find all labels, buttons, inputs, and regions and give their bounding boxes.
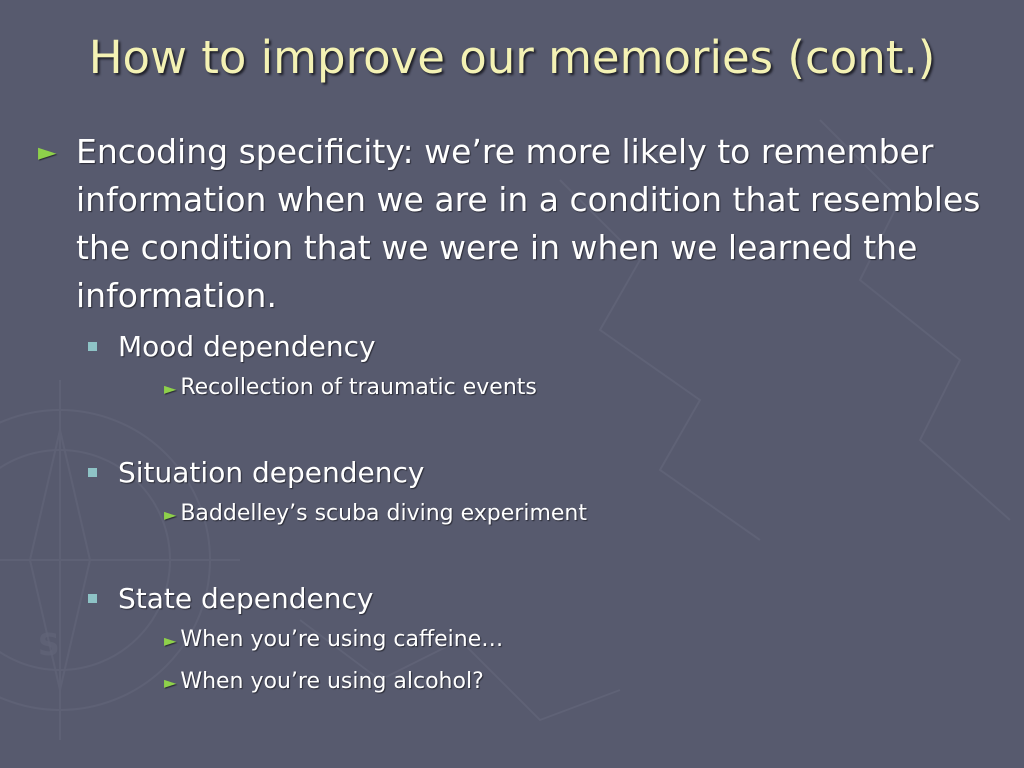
slide-content bbox=[38, 128, 998, 703]
main-bullet-text: Encoding specificity: we’re more likely to remember information when we are in a condition that resembles the condition that we were in when we learned the information. bbox=[76, 132, 981, 315]
square-bullet-icon bbox=[88, 468, 97, 477]
slide-title: How to improve our memories (cont.) bbox=[88, 31, 936, 84]
detail-item-text: When you’re using alcohol? bbox=[180, 669, 484, 694]
square-bullet-icon bbox=[88, 594, 97, 603]
detail-item bbox=[164, 367, 998, 409]
right-triangle-icon: ► bbox=[164, 631, 177, 650]
detail-item bbox=[164, 493, 998, 535]
sub-bullet-state bbox=[118, 579, 998, 619]
detail-item bbox=[164, 619, 998, 661]
sub-bullet-label: State dependency bbox=[118, 582, 374, 615]
detail-item-text: When you’re using caffeine… bbox=[180, 627, 504, 652]
sub-bullet-label: Mood dependency bbox=[118, 330, 376, 363]
detail-item bbox=[164, 661, 998, 703]
square-bullet-icon bbox=[88, 342, 97, 351]
right-triangle-icon: ► bbox=[164, 673, 177, 692]
right-triangle-icon: ► bbox=[164, 505, 177, 524]
sub-bullet-situation bbox=[118, 453, 998, 493]
detail-item-text: Baddelley’s scuba diving experiment bbox=[180, 501, 587, 526]
main-bullet-item bbox=[38, 128, 998, 320]
sub-bullet-mood bbox=[118, 327, 998, 367]
right-triangle-icon: ► bbox=[38, 138, 57, 166]
svg-text:S: S bbox=[38, 628, 60, 663]
detail-item-text: Recollection of traumatic events bbox=[180, 375, 537, 400]
right-triangle-icon: ► bbox=[164, 379, 177, 398]
sub-bullet-label: Situation dependency bbox=[118, 456, 425, 489]
